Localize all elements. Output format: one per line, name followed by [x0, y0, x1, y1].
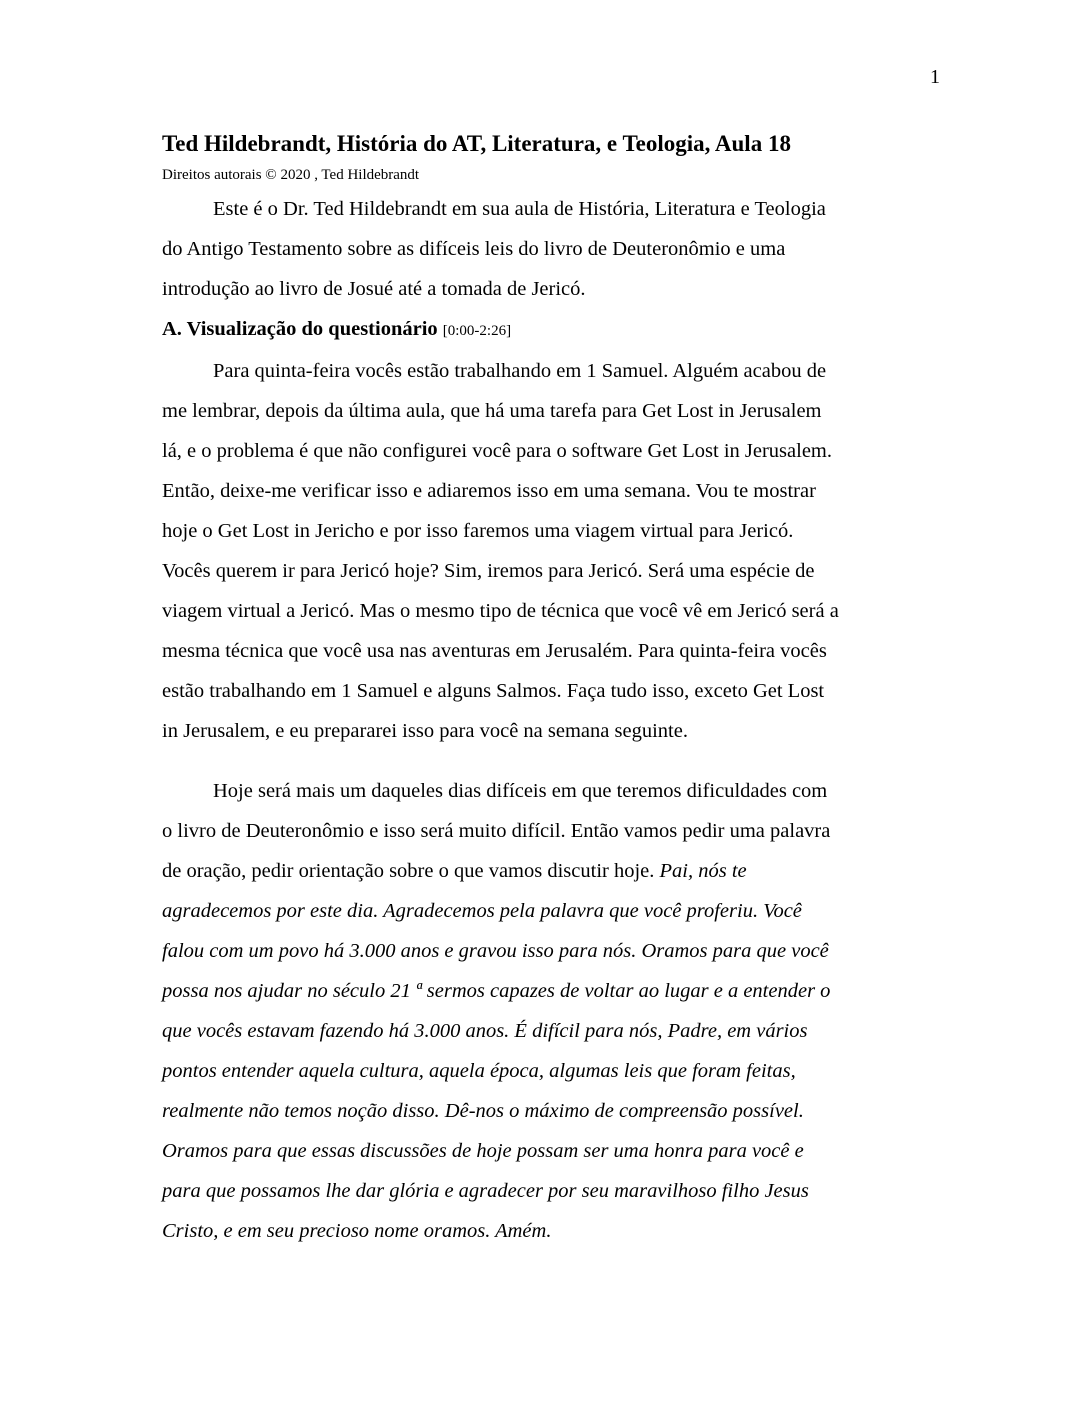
prayer-line: agradecemos por este dia. Agradecemos pela palavra que você proferiu. Você — [162, 900, 802, 922]
prayer-line: Cristo, e em seu precioso nome oramos. Amém. — [162, 1220, 552, 1242]
paragraph-line: hoje o Get Lost in Jericho e por isso faremos uma viagem virtual para Jericó. — [162, 520, 794, 542]
paragraph-1 — [162, 351, 932, 751]
paragraph-line: viagem virtual a Jericó. Mas o mesmo tipo de técnica que você vê em Jericó será a — [162, 600, 839, 622]
paragraph-line: o livro de Deuteronômio e isso será muito difícil. Então vamos pedir uma palavra — [162, 820, 831, 842]
paragraph-line: Para quinta-feira vocês estão trabalhando em 1 Samuel. Alguém acabou de — [213, 360, 827, 382]
prayer-line: pontos entender aquela cultura, aquela época, algumas leis que foram feitas, — [162, 1060, 796, 1082]
prayer-line: falou com um povo há 3.000 anos e gravou isso para nós. Oramos para que você — [162, 940, 829, 962]
paragraph-gap — [162, 751, 932, 771]
paragraph-line: lá, e o problema é que não configurei você para o software Get Lost in Jerusalem. — [162, 440, 832, 462]
intro-paragraph — [162, 189, 932, 309]
intro-line: Este é o Dr. Ted Hildebrandt em sua aula de História, Literatura e Teologia — [213, 198, 826, 220]
paragraph-line: me lembrar, depois da última aula, que há uma tarefa para Get Lost in Jerusalem — [162, 400, 822, 422]
paragraph-line: Vocês querem ir para Jericó hoje? Sim, iremos para Jericó. Será uma espécie de — [162, 560, 815, 582]
paragraph-line: Então, deixe-me verificar isso e adiaremos isso em uma semana. Vou te mostrar — [162, 480, 816, 502]
paragraph-line: Hoje será mais um daqueles dias difíceis em que teremos dificuldades com — [213, 780, 828, 802]
document-title: Ted Hildebrandt, História do AT, Literatura, e Teologia, Aula 18 — [162, 131, 791, 156]
paragraph-2 — [162, 771, 932, 1251]
section-a-title: A. Visualização do questionário — [162, 318, 438, 340]
section-a-timestamp: [0:00-2:26] — [442, 323, 512, 339]
prayer-line: para que possamos lhe dar glória e agradecer por seu maravilhoso filho Jesus — [162, 1180, 809, 1202]
prayer-lead-in: de oração, pedir orientação sobre o que vamos discutir hoje. — [162, 860, 660, 882]
prayer-line: Oramos para que essas discussões de hoje possam ser uma honra para você e — [162, 1140, 804, 1162]
prayer-line: possa nos ajudar no século 21 ª sermos capazes de voltar ao lugar e a entender o — [162, 980, 831, 1002]
page-number: 1 — [930, 66, 940, 88]
document-body — [162, 128, 932, 1251]
prayer-line: que vocês estavam fazendo há 3.000 anos. É difícil para nós, Padre, em vários — [162, 1020, 808, 1042]
prayer-start: Pai, nós te — [659, 860, 747, 882]
paragraph-line: estão trabalhando em 1 Samuel e alguns Salmos. Faça tudo isso, exceto Get Lost — [162, 680, 825, 702]
prayer-line: realmente não temos noção disso. Dê-nos o máximo de compreensão possível. — [162, 1100, 804, 1122]
paragraph-line: mesma técnica que você usa nas aventuras em Jerusalém. Para quinta-feira vocês — [162, 640, 827, 662]
section-a-heading — [162, 309, 932, 351]
intro-line: do Antigo Testamento sobre as difíceis leis do livro de Deuteronômio e uma — [162, 238, 786, 260]
paragraph-line: in Jerusalem, e eu prepararei isso para você na semana seguinte. — [162, 720, 688, 742]
intro-line: introdução ao livro de Josué até a tomada de Jericó. — [162, 278, 586, 300]
copyright-notice: Direitos autorais © 2020 , Ted Hildebrandt — [162, 167, 420, 183]
paragraph-line-mixed — [162, 851, 932, 891]
